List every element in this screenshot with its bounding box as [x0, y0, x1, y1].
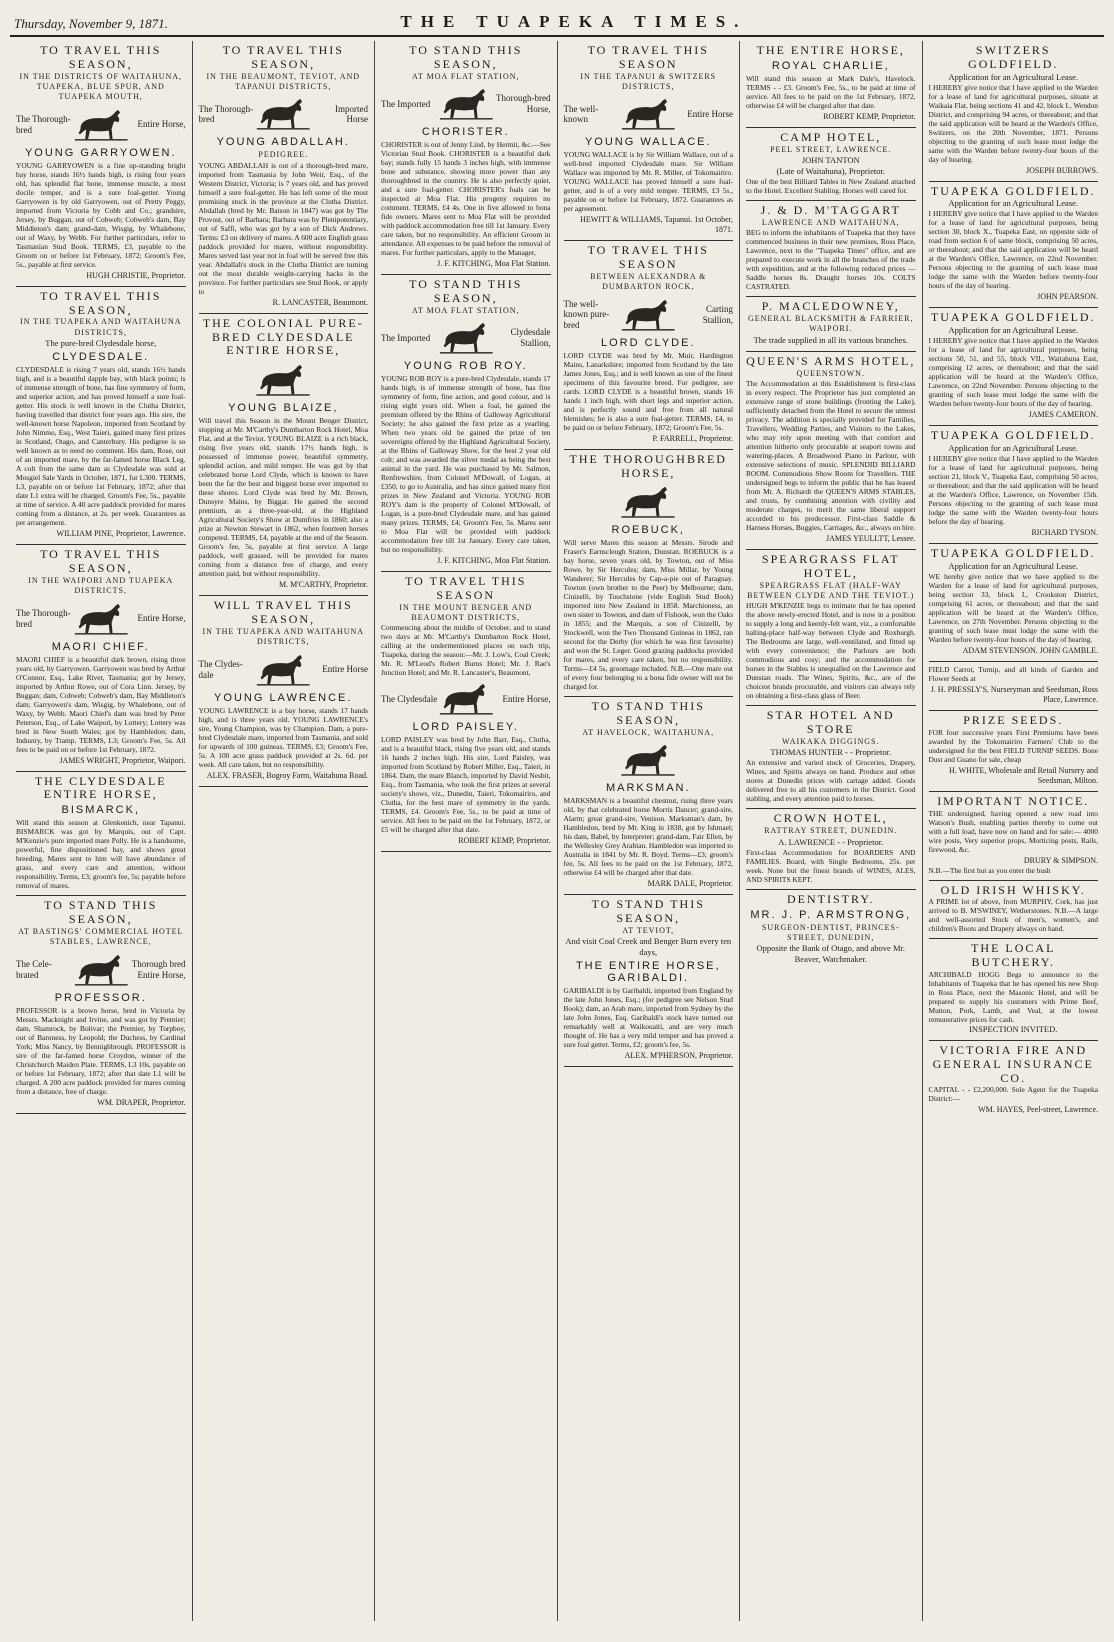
ad-heading: J. & D. M'TAGGART	[760, 203, 901, 218]
pedigree-heading: PEDIGREE.	[258, 150, 309, 160]
ad-subheading: IN THE WAIPORI AND TUAPEKA DISTRICTS,	[28, 575, 174, 596]
ad-heading: CROWN HOTEL,	[773, 811, 888, 826]
column-5	[740, 41, 923, 1621]
ad-irish-whisky	[929, 881, 1099, 940]
ad-signature: J. F. KITCHING, Moa Flat Station.	[437, 555, 551, 565]
horse-engraving	[255, 651, 312, 689]
ad-heading: TUAPEKA GOLDFIELD.	[930, 428, 1096, 443]
ad-subheading: Application for an Agricultural Lease.	[948, 325, 1079, 336]
ad-subheading: IN THE MOUNT BENGER AND BEAUMONT DISTRICTS,	[399, 602, 533, 622]
horse-name: PROFESSOR.	[54, 991, 147, 1004]
ad-body: One of the best Billiard Tables in New Zealand attached to the Hotel. Excellent Stabling. Horses well cared for.	[746, 177, 916, 196]
ad-heading: TO STAND THIS SEASON,	[591, 699, 705, 728]
ad-heading: TUAPEKA GOLDFIELD.	[930, 546, 1096, 561]
ad-heading: TUAPEKA GOLDFIELD.	[930, 310, 1096, 325]
ad-heading: THE ENTIRE HORSE,	[756, 43, 905, 57]
ad-body: A PRIME lot of above, from MURPHY, Cork, has just arrived to B. M'SWINEY, Wetherstones. N.B.—A large and well-assorted Stock of men's, women's, and children's Boots and Drapery always on hand.	[928, 897, 1098, 934]
ad-young-wallace	[564, 41, 734, 241]
ad-subheading: AT MOA FLAT STATION,	[411, 305, 520, 315]
ad-subheading: IN THE TUAPEKA AND WAITAHUNA DISTRICTS,	[19, 317, 182, 337]
horse-name: THE ENTIRE HORSE, GARIBALDI.	[575, 960, 721, 985]
ad-body: GARIBALDI is by Garibaldi, imported from England by the late John Jones, Esq.; (for pedigree see Nelson Stud Book); dam, an Arab mare, imported from Sydney by the late John Jones, Esq. Garibaldi's stock have turned out remarkably well at Waikouaiti, and are very much thought of. He has a very mild temper and has proved a sure foal getter. Terms, £2; groom's fee, 5s.	[563, 986, 733, 1050]
proprietor-name: A. LAWRENCE - - Proprietor.	[778, 836, 884, 847]
ad-body: YOUNG GARRYOWEN is a fine up-standing bright bay horse, stands 16½ hands high, is rising four years old, has splendid flat bone, immense muscle, a most docile temper, and is a sure foal-getter. Young Garryowen is by old Garryowen, out of Pretty Peggy, imported from Victoria by Cobb and Co.; grandsire, Jersey, by Buggan, out of Cobweb; Cobweb's dam, Bay Middleton's dam; grand-dam, Wisgig, by Whalebone, out of Waxy, by Webb. For further particulars, refer to Tasmanian Stud Book. TERMS, £3, payable to the Groom on or before 1st February, 1872; Groom's Fee, 5s., payable at first service.	[16, 160, 186, 269]
column-6	[923, 41, 1105, 1621]
ad-heading: PRIZE SEEDS.	[963, 713, 1064, 728]
ad-signature: HUGH CHRISTIE, Proprietor.	[86, 270, 186, 280]
proprietor-note: (Late of Waitahuna), Proprietor.	[776, 166, 885, 177]
ad-body: YOUNG WALLACE is by Sir William Wallace, out of a well-bred imported Clydesdale mare. Sir William Wallace was imported by Mr. R. Miller, of Tokomairiro. YOUNG WALLACE has proved himself a sure foal-getter, and is of a very mild temper. TERMS, £3 5s., payable on or before 1st February, 1872. Guarantees as per agreement.	[563, 150, 733, 214]
ad-prize-seeds	[929, 711, 1099, 792]
ad-body: FOR four successive years First Premiums have been awarded by the Tokomairiro Farmers' Club to the undersigned for the best FIELD TURNIP SEEDS. Bone Dust and Guano for sale, cheap	[928, 727, 1098, 764]
ad-heading: TO STAND THIS SEASON,	[409, 276, 523, 305]
horse-label-right: Carting Stallion,	[702, 303, 733, 325]
ad-body: Will stand this season at Glenkenich, near Tapanui. BISMARCK was got by Marquis, out of Capt. M'Kenzie's pure imported mare Polly. He is a handsome, powerful, fine dispositioned bay, and shows great breeding. Mares sent to him will have abundance of grass, and every care and attention, without responsibility. Terms, £3; groom's fee, 5s; payable before removal of mares.	[16, 818, 186, 891]
ad-signature: J. F. KITCHING, Moa Flat Station.	[437, 258, 551, 268]
ad-subheading: SPEARGRASS FLAT (HALF-WAY BETWEEN CLYDE AND THE TEVIOT.)	[747, 580, 915, 601]
ad-body: CHORISTER is out of Jenny Lind, by Hermit, &c.—See Victorian Stud Book. CHORISTER is a beautiful dark bay; stands fully 15 hands 3 inches high, with immense bone and substance, showing more power than any thoroughbred in the country. He is also perfectly quiet, and a sure foal-getter. CHORISTER's foals can be inspected at Moa Flat. His progeny requires no comment. TERMS, £4 4s. One in five allowed to bona fide owners. Mares sent to Moa Flat will be provided with paddock accommodation free till 1st January. Every care taken, but no responsibility. An efficient Groom in attendance. All expenses to be paid before the removal of mares. For further particulars, apply to the Manager,	[381, 139, 551, 257]
ad-note: N.B.—The first hut as you enter the bush	[928, 865, 1051, 875]
ad-body: Will serve Mares this season at Messrs. Sirode and Fraser's Earnscleugh Station, Dunstan. ROEBUCK is a bay horse, seven years old, by Towton, out of Miss Rowe, by Sir Hercules; dam, Miss Millar, by Young Wanderer; Sir Hercules by Cap-a-pie out of Paraguay. Towton (own brother to the Peer) by Melbourne; dam, Cinizelli, by Touchstone (vide English Stud Book) imported into New Zealand in 1858. Marchioness, an own sister to Towton, and dam of Fishook, won the Oaks in 1855; and the Marquis, a son of Cinizelli, by Stockwell, won the Two Thousand Guineas in 1862, ran second for the Derby (for which he was first favourite) and won the St. Leger. Good grazing paddocks provided for mares, and every care taken, but no responsibility. Terms—£4 5s, groomage included. N.B.—One mare out of every four belonging to a bona fide owner will not be charged for.	[563, 538, 733, 692]
ad-heading: TO STAND THIS SEASON,	[44, 898, 158, 926]
ad-heading: THE CLYDESDALE ENTIRE HORSE,	[34, 773, 167, 802]
ad-signature: ROBERT KEMP, Proprietor.	[823, 111, 916, 121]
horse-name: ROEBUCK,	[611, 524, 685, 537]
ad-body: First-class Accommodation for BOARDERS AND FAMILIES. Board, with Single Bedrooms, 25s. per week. None but the finest brands of WINES, ALES, AND SPIRITS KEPT.	[746, 847, 916, 884]
ad-victoria-insurance	[929, 1041, 1099, 1120]
ad-speargrass	[746, 550, 916, 706]
ad-heading: CAMP HOTEL,	[780, 129, 882, 144]
ad-signature: DRURY & SIMPSON.	[1023, 855, 1098, 865]
column-1	[10, 41, 193, 1621]
ad-signature: P. FARRELL, Proprietor.	[652, 433, 733, 443]
ad-young-rob-roy	[381, 275, 551, 572]
horse-name: ROYAL CHARLIE,	[771, 59, 890, 72]
ad-heading: TO TRAVEL THIS SEASON	[405, 573, 527, 602]
ad-body: I HEREBY give notice that I have applied to the Warden for a lease of land for agricultural purposes, being section 21, block V., Tuapeka East, comprising 50 acres, or thereabout; and that the said application will be heard at the Warden's Office, Lawrence, on November 15th. Persons objecting to the granting of such lease must lodge the same with the Warden twenty-four hours before the day of hearing.	[928, 454, 1098, 527]
ad-body: YOUNG LAWRENCE is a bay horse, stands 17 hands high, and is three years old. YOUNG LAWRENCE's sire, Young Champion, was by Champion. Dam, a pure-bred Clydesdale mare, imported from Tasmania, and sold for upwards of 100 guineas. TERMS, £3; Groom's Fee, 5s. A 100 acre grass paddock provided at 2s. 6d. per week. All care taken, but no responsibility.	[198, 705, 368, 769]
ad-dentistry	[746, 890, 916, 971]
ad-body: LORD PAISLEY was bred by John Barr, Esq., Clutha, and is a beautiful black, rising five years old, and stands 16 hands 2 inches high. His sire, Lord Paisley, was imported from Scotland by Robert Miller, Esq., Taieri, in 1864. Dam, the mare Blanch, imported by David Nesbit, Esq., from Tasmania, who took the first prizes at several society's shows, viz., Dunedin, Taieri, Tokomairiro, and Clutha, for the best mare of symmetry in the yards. TERMS, £4. Groom's Fee, 5s., to be paid at time of service. All fees to be paid on the 1st February, 1872, or £5 will be charged after that date.	[381, 735, 551, 835]
ad-body: PROFESSOR is a brown horse, bred in Victoria by Messrs. Macknight and Irvine, and was got by Premier; dam, Shamrock, by Bolivar; the Premier, by Torpboy, out of Baroness, by Leopold; the Duchess, by Cardinal York; Miss Nancy, by Bennighbrough. PROFESSOR is sire of the far-famed horse Croydon, winner of the Christchurch Maiden Plate. TERMS, L3 10s, payable on or before 1st February, 1872; after that date L1 will be charged. A 200 acre paddock provided for mares coming from a distance, free of charge.	[16, 1005, 186, 1096]
ad-body: WE hereby give notice that we have applied to the Warden for a lease of land for agricultural purposes, being section 33, block I., Crookston District, comprising 61 acres, or thereabout; and that the said application will be heard at the Warden's Office, Lawrence, on 27th November. Persons objecting to the granting of such lease must lodge the same with the Warden before twenty-four hours of the day of hearing.	[928, 572, 1098, 645]
ad-intro: The pure-bred Clydesdale horse,	[45, 338, 157, 349]
ad-body: HUGH M'KENZIE begs to intimate that he has opened the above newly-erected Hotel, and is now in a position to supply a long and keenly-felt want, viz., a comfortable halting-place half-way between Clyde and Roxburgh. The Bedrooms are large, well-ventilated, and fitted up with every convenience; the Parlours are both commodious and cosy; and the accommodation for horses in the Stables is unequalled on the Lawrence and Dunstan roads. The Wines, Spirits, &c., are of the choicest brands procurable, and visitors can always rely on obtaining a first-class glass of Beer.	[746, 601, 916, 701]
issue-date: Thursday, November 9, 1871.	[14, 16, 168, 31]
ad-body: MARKSMAN is a beautiful chestnut, rising three years old, by that celebrated horse Morris Dancer; grand-sire, Alarm; great grand-sire, Venison. Marksman's dam, by Hambledon, bred by Mr. King in 1838, got by Ishmael; his dam, Babel, by Interpreter; grand-dam, Fair Ellen, by the Wellesley Grey Arabian. Hambledon was imported to Australia in 1841 by Mr. R. Boyd. Terms—£3; groom's fee, 5s. All fees to be paid on the 1st February, 1872, otherwise £4 will be charged after that date.	[563, 796, 733, 878]
ad-body: BEG to inform the inhabitants of Tuapeka that they have commenced business in their new premises, Ross Place, Lawrence, next to the "Tuapeka Times" office, and are prepared to execute work in all the branches of the trade with expedition, and at the following reduced prices — Saddle horses 8s. Draught horses 10s. COLTS CASTRATED.	[746, 228, 916, 292]
ad-heading: SWITZERS GOLDFIELD.	[968, 43, 1059, 71]
ad-subheading: PEEL STREET, LAWRENCE.	[770, 144, 892, 154]
ad-signature: JAMES WRIGHT, Proprietor, Waipori.	[59, 755, 186, 765]
ad-queens-arms	[746, 352, 916, 550]
horse-engraving	[620, 296, 677, 334]
ad-subheading: QUEENSTOWN.	[796, 368, 865, 378]
horse-label-right: Thorough-bred Horse,	[496, 93, 551, 114]
column-2	[193, 41, 376, 1621]
ad-heading: TO TRAVEL THIS SEASON	[587, 43, 709, 71]
ad-maori-chief	[16, 545, 186, 771]
ad-heading: STAR HOTEL AND STORE	[766, 708, 895, 737]
dentist-name: MR. J. P. ARMSTRONG,	[750, 908, 912, 921]
horse-label-left: The Clydes-dale	[198, 658, 243, 680]
masthead	[10, 8, 1104, 37]
ad-subheading: AT MOA FLAT STATION,	[411, 71, 520, 81]
horse-name: MARKSMAN.	[605, 782, 691, 795]
ad-bismarck	[16, 772, 186, 897]
ad-signature: M. M'CARTHY, Proprietor.	[278, 580, 368, 590]
horse-label-right: Entire Horse,	[137, 119, 186, 130]
ad-signature: WM. HAYES, Peel-street, Lawrence.	[978, 1105, 1098, 1115]
ad-professor	[16, 896, 186, 1113]
ad-heading: IMPORTANT NOTICE.	[937, 793, 1090, 808]
ad-body: CAPITAL - - £2,200,000. Sole Agent for the Tuapeka District:—	[928, 1085, 1098, 1104]
ad-signature: RICHARD TYSON.	[1031, 528, 1098, 538]
ad-body: FIELD Carrot, Turnip, and all kinds of Garden and Flower Seeds at	[928, 665, 1098, 684]
ad-body: Will travel this Season in the Mount Benger District, stopping at Mr. M'Carthy's Dumbarton Rock Hotel, Moa Flat, and at the Teviot. YOUNG BLAIZE is a rich black, rising five years old, stands 17½ hands high, is possessed of immense power, beautiful symmetry, splendid action, and mild temper. He was got by that celebrated horse Lord Clyde, which is known to have been the far the best and biggest horse ever imported to these shores. Lord Clyde was bred by Mr. Brown, Dunsyre Mains, by Biggar. He gained the second premium, as a three-year-old, at the Highland Agricultural Society's Show at Dumfries in 1860; also a prize at Newton Stewart in 1862, when fourteen horses competed. TERMS, £4, payable at the end of the Season. Groom's fee, 5s, payable at first service. A large paddock, well grassed, will be provided for mares coming from a distance free of charge, and every attention paid, but without responsibility.	[198, 416, 368, 579]
horse-label-left: The Thorough-bred	[16, 113, 71, 135]
ad-body: Opposite the Bank of Otago, and above Mr. Beaver, Watchmaker.	[756, 943, 905, 965]
horse-label-left: The well-known pure-bred	[563, 298, 610, 331]
proprietor-name: THOMAS HUNTER - - Proprietor.	[770, 747, 892, 758]
horse-label-right: Entire Horse,	[502, 693, 551, 704]
ad-heading: THE THOROUGHBRED HORSE,	[569, 451, 727, 480]
horse-label-right: Imported Horse	[335, 103, 368, 125]
ad-switzers-lease	[929, 41, 1099, 182]
ad-subheading: IN THE TAPANUI & SWITZERS DISTRICTS,	[580, 71, 717, 91]
ad-heading: VICTORIA FIRE AND GENERAL INSURANCE CO.	[932, 1043, 1094, 1085]
ad-young-blaize	[199, 314, 369, 596]
ad-heading: TO STAND THIS SEASON,	[409, 43, 523, 71]
horse-engraving	[73, 600, 130, 638]
ad-signature: JAMES CAMERON.	[1028, 410, 1098, 420]
ad-stevenson-lease	[929, 544, 1099, 662]
ad-signature: JOHN PEARSON.	[1037, 292, 1098, 302]
horse-engraving	[438, 319, 495, 357]
ad-heading: TO TRAVEL THIS SEASON,	[40, 43, 162, 71]
horse-engraving	[438, 680, 495, 718]
ad-subheading: WAIKAKA DIGGINGS.	[782, 737, 880, 747]
ad-star-hotel	[746, 706, 916, 809]
ad-heading: TUAPEKA GOLDFIELD.	[930, 183, 1096, 198]
ad-signature: H. WHITE, Wholesale and Retail Nursery and Seedsman, Milton.	[949, 765, 1098, 785]
horse-engraving	[619, 483, 677, 521]
ad-heading: P. MACLEDOWNEY,	[761, 299, 900, 314]
horse-name: MAORI CHIEF.	[51, 640, 150, 653]
horse-engraving	[438, 85, 495, 123]
ad-heading: THE COLONIAL PURE-BRED CLYDESDALE ENTIRE HORSE,	[202, 315, 364, 358]
horse-name: YOUNG ABDALLAH.	[216, 136, 350, 149]
ad-intro: And visit Coal Creek and Benger Burn every ten days,	[565, 936, 732, 958]
column-4	[558, 41, 741, 1621]
ad-camp-hotel	[746, 128, 916, 201]
ad-subheading: Application for an Agricultural Lease.	[948, 560, 1079, 571]
horse-engraving	[255, 95, 312, 133]
ad-heading: TO TRAVEL THIS SEASON,	[222, 43, 344, 71]
newspaper-page	[10, 8, 1104, 1620]
ad-signature: ROBERT KEMP, Proprietor.	[458, 836, 551, 846]
ad-heading: THE LOCAL BUTCHERY.	[971, 941, 1056, 970]
ad-royal-charlie	[746, 41, 916, 128]
ad-signature: R. LANCASTER, Beaumont.	[272, 297, 368, 307]
ad-body: The Accommodation at this Establishment is first-class in every respect. The Proprietor has just completed an extensive range of stone buildings (fronting the Lake), sufficiently detached from the Hotel to secure the utmost privacy. The addition is specially provided for Families, Travellers, Wedding Parties, and Visitors to the Lakes, who may rely upon meeting with that comfort and attention hitherto only procurable at seaport towns and watering-places. A Broadwood Piano in Parlour, with extensive selections of music. SPLENDID BILLIARD ROOM. Commodious Show Room for Travellers. THE undersigned begs to inform the public that he has leased from Mr. A. Richardt the QUEEN'S ARMS STABLES, and trusts, by combining attention with civility and moderate charges, to merit the same liberal support accorded to his predecessor. First-class Saddle & Harness Horses, Buggies, Carriages, &c., always on hire.	[746, 379, 916, 533]
ad-body: YOUNG ROB ROY is a pure-bred Clydesdale, stands 17 hands high, is of immense strength of bone, has fine symmetry of form, fine action, and good colour, and is rising eight years old. When a foal, he gained the premium offered by the Rhins of Galloway Agricultural Society; he also gained the first prize as a yearling. When two years old he gained the prize of ten sovereigns offered by the Highland Agricultural Society, at the Rhins of Galloway Show, for the best 2 year old colt; and was awarded the silver medal as being the best animal in the yard. He was purchased by Mr. Salmon, Renfrewshire, from Colonel M'Dowall, of Logan, at £350, to go to Australia, and has since gained many first prizes in New Zealand and Victoria. YOUNG ROB ROY's dam is the property of Colonel M'Dowall, of Logan, is a pure-bred Clydesdale mare, and has gained many prizes. TERMS, £4; Groom's Fee, 5s. Mares sent to Moa Flat will be provided with paddock accommodation free till 1st January. Every care taken, but no responsibility.	[381, 373, 551, 554]
ad-body: An extensive and varied stock of Groceries, Drapery, Wines, and Spirits always on hand. Produce and other stores at Dunedin prices with cartage added. Goods delivered free to all his customers in the District. Good stabling, and every attention paid to horses.	[746, 758, 916, 804]
ad-marksman	[564, 697, 734, 895]
ad-subheading: SURGEON-DENTIST, PRINCES-STREET, DUNEDIN,	[761, 922, 900, 942]
horse-engraving	[619, 741, 677, 779]
horse-name: YOUNG WALLACE.	[584, 136, 712, 149]
ad-important-notice	[929, 792, 1099, 881]
ad-body: I HEREBY give notice that I have applied to the Warden for a lease of land for agricultural purposes, being section 30, block X., Tuapeka East, on opposite side of road from section 6 of same block, comprising 50 acres, or thereabout; and that the said application will be heard at the Warden's Office, Lawrence, on 22nd November. Persons objecting to the granting of such lease must lodge the same with the Warden before twenty-four hours of the day of hearing.	[928, 209, 1098, 291]
horse-label-right: Entire Horse,	[137, 613, 186, 624]
ad-subheading: Application for an Agricultural Lease.	[948, 71, 1079, 82]
horse-label-left: The Thorough-bred	[16, 607, 71, 629]
ad-heading: TO TRAVEL THIS SEASON,	[40, 547, 162, 575]
ad-heading: QUEEN'S ARMS HOTEL,	[746, 353, 916, 368]
ad-signature: JAMES YEULLTT, Lessee.	[826, 534, 916, 544]
ad-body: CLYDESDALE is rising 7 years old, stands 16½ hands high, and is a beautiful dapple bay, with black points; is of immense strength of bone, has fine symmetry of form, and superior action, and has proved himself a sure foal-getter. His stock is well known in the Clutha District, having travelled that district four years ago. His sire, the well-known horse Napoleon, imported from Scotland by John Nimmo, Esq., West Taieri, gained many first prizes in Scotland, Otago, and Canterbury. His pedigree is so well known as to need no comment. His dam, Rose, out of an imported mare, by the far-famed horse Black Leg. A colt from the same dam as Clydesdale was sold at Mosgiel Sale Yards in October, 1871, for L300. TERMS, L3, payable on or before 1st February, 1872; after that date L1 extra will be charged. Groom's Fee, 5s., payable at time of service. A 40 acre paddock provided for mares coming from a distance, at 2s. per week. Guarantees as per arrangement.	[16, 365, 186, 528]
horse-name: YOUNG BLAIZE,	[228, 402, 339, 415]
ad-subheading: AT HAVELOCK, WAITAHUNA,	[582, 727, 715, 737]
ad-body: I HEREBY give notice that I have applied to the Warden for a lease of land for agricultural purposes, situate at Waikaia Flat, being sections 41 and 42, block I., Wendon District, and comprising 94 acres, or thereabout; and that the said application will be heard at the Warden's Office, Switzers, on the 20th November, 1871. Persons objecting to the granting of such lease must lodge the same with the Warden before twenty-four hours of the day of hearing.	[928, 82, 1098, 164]
horse-label-right: Clydesdale Stallion,	[510, 327, 551, 348]
horse-name: YOUNG LAWRENCE.	[214, 691, 353, 704]
column-3	[375, 41, 558, 1621]
ad-signature: ALEX. FRASER, Bogroy Farm, Waitahuna Road.	[206, 770, 368, 780]
horse-label-left: The Clydesdale	[381, 693, 438, 704]
ad-pearson-lease	[929, 182, 1099, 309]
horse-label-right: Entire Horse	[687, 108, 733, 119]
ad-clydesdale	[16, 287, 186, 545]
ad-pressly-seeds	[929, 662, 1099, 711]
proprietor-name: JOHN TANTON	[801, 154, 860, 165]
ad-garibaldi	[564, 895, 734, 1067]
horse-label-right: Thorough bred Entire Horse,	[131, 958, 186, 980]
ad-lord-paisley	[381, 572, 551, 852]
ad-subheading: AT BASTINGS' COMMERCIAL HOTEL STABLES, LAWRENCE,	[18, 926, 184, 947]
ad-subheading: Application for an Agricultural Lease.	[948, 198, 1079, 209]
ad-chorister	[381, 41, 551, 275]
ad-subheading: Application for an Agricultural Lease.	[948, 443, 1079, 454]
horse-name: BISMARCK,	[61, 804, 140, 817]
horse-engraving	[73, 951, 130, 989]
ad-body: Will stand this season at Mark Dale's, Havelock. TERMS - - £3. Groom's Fee, 5s., to be paid at time of service. All fees to be paid on the 1st February, 1872, otherwise £4 will be charged after that date.	[746, 73, 916, 110]
ad-heading: SPEARGRASS FLAT HOTEL,	[761, 552, 900, 580]
ad-signature: HEWITT & WILLIAMS, Tapanui. 1st October, 1871.	[580, 215, 733, 235]
ad-body: THE undersigned, having opened a new road into Watson's Bush, enabling parties thereby to come out with a full load, have now on hand and for sale:— 4000 wire posts, Very superior props, Morticing posts, Rails, firewood, &c.	[928, 808, 1098, 854]
ad-body: ARCHIBALD HOGG Begs to announce to the Inhabitants of Tuapeka that he has opened his new Shop in Ross Place, next the Masonic Hotel, and will be prepared to supply his customers with Prime Beef, Mutton, Pork, Lamb, and Veal, at the lowest remunerative prices for cash.	[928, 970, 1098, 1024]
horse-label-right: Entire Horse	[322, 664, 368, 675]
ad-signature: INSPECTION INVITED.	[969, 1024, 1058, 1034]
ad-local-butchery	[929, 939, 1099, 1041]
horse-name: YOUNG GARRYOWEN.	[24, 146, 177, 159]
ad-signature: ADAM STEVENSON. JOHN GAMBLE.	[962, 646, 1098, 656]
ad-subheading: IN THE BEAUMONT, TEVIOT, AND TAPANUI DISTRICTS,	[206, 71, 361, 91]
ad-young-garryowen	[16, 41, 186, 287]
ad-crown-hotel	[746, 809, 916, 889]
ad-body: MAORI CHIEF is a beautiful dark brown, rising three years old, by Garryowen. Garryowen was bred by Arthur O'Connor, Esq., Lake River, Tasmania; got by Jersey, imported by Arthur Rowe, out of Cora Linn. Jersey, by Buggan; dam, Cobweb; Cobweb's dam, Bay Middleton's dam; Garryowen's dam, Wisgig, by Whalebone, out of Waxy, by Webb. Maori Chief's dam was bred by Peter Peterson, Esq., of Lake Waipori, by Lottery; Lottery was bred in New South Wales; got by Hambledon; dam, Industry, by Tramp. TERMS, L3; Groom's Fee, 5s. All fees to be paid on or before 1st February, 1872.	[16, 654, 186, 754]
horse-name: CHORISTER.	[421, 125, 510, 138]
horse-engraving	[254, 361, 312, 399]
ad-heading: OLD IRISH WHISKY.	[940, 882, 1086, 897]
ad-heading: TO TRAVEL THIS SEASON	[587, 243, 709, 272]
ad-macledowney	[746, 297, 916, 352]
ad-signature: J. H. PRESSLY'S, Nurseryman and Seedsman, Ross Place, Lawrence.	[930, 685, 1098, 705]
ad-intro: Commencing about the middle of October, and to stand two days at Mr. M'Carthy's Dumbarton Rock Hotel, calling at the undermentioned places on each trip, Tuapeka, during the season:—Mr. J. Low's, Coal Creek; Mr. R. M'Leod's Robert Burns Hotel; Mr. J. Rae's Junction Hotel; and Mr. R. Lancaster's, Beaumont,	[381, 623, 551, 678]
ad-signature: JOSEPH BURROWS.	[1025, 165, 1098, 175]
paper-title: THE TUAPEKA TIMES.	[400, 12, 748, 31]
horse-name: LORD PAISLEY.	[412, 721, 519, 734]
horse-label-left: The Thorough-bred	[198, 103, 254, 125]
horse-label-left: The well-known	[563, 103, 599, 125]
horse-label-left: The Imported	[381, 332, 431, 343]
ad-young-lawrence	[199, 596, 369, 786]
ad-body: I HEREBY give notice that I have applied to the Warden for a lease of land for agricultural purposes, being sections 50, 51, and 55, block VII., Waitahuna East, comprising 12 acres, or thereabout; and that the said application will be heard at the Warden's Office, Lawrence, on 22nd November. Persons objecting to the granting of such lease must lodge the same with the Warden before twenty-four hours of the day of hearing.	[928, 336, 1098, 409]
ad-subheading: LAWRENCE AND WAITAHUNA,	[761, 217, 900, 227]
ad-subheading: AT TEVIOT,	[622, 925, 675, 935]
ad-heading: DENTISTRY.	[787, 891, 875, 906]
ad-body: The trade supplied in all its various branches.	[753, 334, 908, 345]
horse-label-left: The Imported	[381, 98, 431, 109]
ad-lord-clyde	[564, 241, 734, 449]
ad-body: LORD CLYDE was bred by Mr. Muir, Hardington Mains, Lanarkshire; imported from Scotland by the late James Jones, Esq.; and is well known as one of the finest specimens of this favourite breed. For pedigree, see cards. LORD CLYDE is a beautiful brown, stands 16 hands 1 inch high, with short legs and superior action, and is perfectly sound and free from all natural blemishes; he is also a sure foal-getter. TERMS, £4, to be paid on or before February, 1872; Groom's Fee, 5s.	[563, 350, 733, 432]
ad-young-abdallah	[199, 41, 369, 314]
ad-cameron-lease	[929, 308, 1099, 426]
ad-signature: ALEX. M'PHERSON, Proprietor.	[624, 1051, 733, 1061]
ad-tyson-lease	[929, 426, 1099, 544]
horse-name: YOUNG ROB ROY.	[403, 359, 528, 372]
ad-signature: MARK DALE, Proprietor.	[647, 879, 733, 889]
ad-signature: WILLIAM PINE, Proprietor, Lawrence.	[56, 529, 186, 539]
ad-heading: TO STAND THIS SEASON,	[591, 897, 705, 926]
horse-name: CLYDESDALE.	[52, 351, 150, 364]
ad-signature: WM. DRAPER, Proprietor.	[97, 1097, 186, 1107]
horse-engraving	[620, 95, 677, 133]
ad-body: YOUNG ABDALLAH is out of a thorough-bred mare, imported from Tasmania by John Weir, Esq., of the Western District, Victoria; is 7 years old, and has proved himself a sure foal-getter. He has left some of the most promising stock in the province at the Clutha District. Abdallah (bred by Mr. Batson in 1847) was got by The Provost, out of Barbara; Barbara was by Plenipotentiary, out of Saffi, who was got by a son of Dick Andrews. Terms: £3 on delivery of mares. A 600 acre English grass paddock provided for mares, without responsibility. Mares served last year not in foal will be served free this year. Abdallah's stock in the Clutha District are turning out the most durable weight-carrying hacks in the province. For further particulars see Stud Book, or apply to	[198, 160, 368, 296]
ad-mtaggart	[746, 201, 916, 297]
ad-subheading: IN THE TUAPEKA AND WAITAHUNA DISTRICTS,	[202, 626, 365, 647]
horse-label-left: The Cele-brated	[16, 958, 52, 980]
horse-name: LORD CLYDE.	[600, 336, 696, 349]
ad-subheading: RATTRAY STREET, DUNEDIN.	[764, 826, 898, 836]
ad-heading: TO TRAVEL THIS SEASON,	[40, 288, 162, 317]
horse-engraving	[73, 106, 130, 144]
ad-subheading: BETWEEN ALEXANDRA & DUMBARTON ROCK,	[590, 271, 707, 292]
ad-heading: WILL TRAVEL THIS SEASON,	[213, 598, 353, 626]
ad-roebuck	[564, 450, 734, 698]
ad-subheading: GENERAL BLACKSMITH & FARRIER, WAIPORI.	[748, 314, 914, 334]
ad-subheading: IN THE DISTRICTS OF WAITAHUNA, TUAPEKA, BLUE SPUR, AND TUAPEKA MOUTH,	[19, 71, 183, 102]
